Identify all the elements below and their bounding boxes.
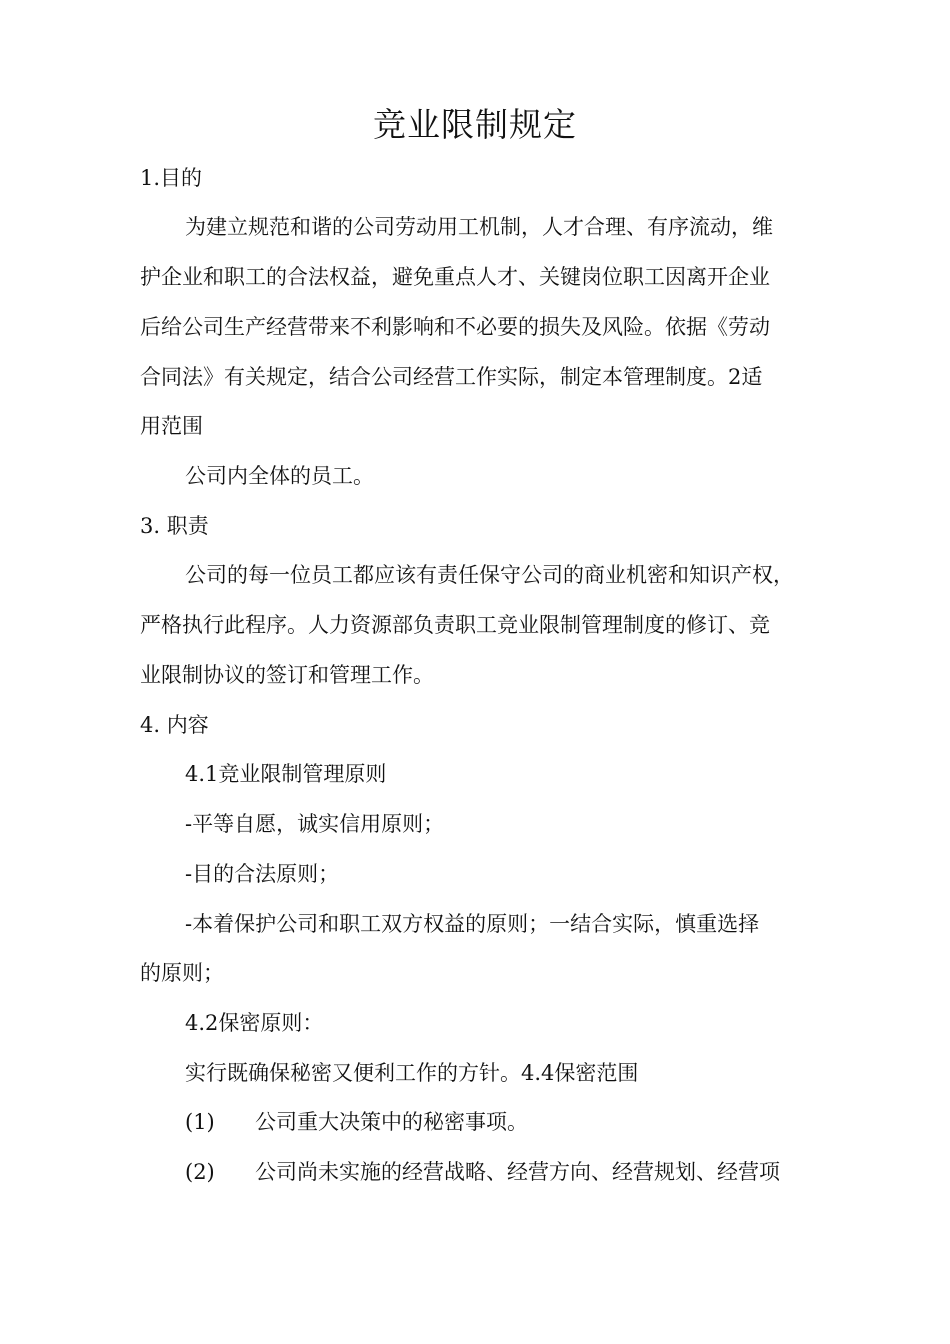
paragraph-line: 为建立规范和谐的公司劳动用工机制，人才合理、有序流动，维 xyxy=(185,215,773,239)
principle-line: -平等自愿，诚实信用原则； xyxy=(185,812,445,836)
principle-line: -目的合法原则； xyxy=(185,862,340,886)
list-item-text: 公司重大决策中的秘密事项。 xyxy=(255,1110,528,1134)
section-heading-duties: 3. 职责 xyxy=(140,514,209,538)
subsection-heading: 4.2保密原则： xyxy=(185,1011,324,1035)
paragraph-line: 合同法》有关规定，结合公司经营工作实际，制定本管理制度。2适 xyxy=(140,365,763,389)
document-title: 竞业限制规定 xyxy=(373,105,577,144)
paragraph-line: 公司内全体的员工。 xyxy=(185,464,374,488)
section-heading-content: 4. 内容 xyxy=(140,713,209,737)
paragraph-line: 护企业和职工的合法权益，避免重点人才、关键岗位职工因离开企业 xyxy=(140,265,770,289)
principle-line: 的原则； xyxy=(140,961,224,985)
paragraph-line: 公司的每一位员工都应该有责任保守公司的商业机密和知识产权， xyxy=(185,563,794,587)
list-item-text: 公司尚未实施的经营战略、经营方向、经营规划、经营项 xyxy=(255,1160,780,1184)
section-heading-purpose: 1.目的 xyxy=(140,166,203,190)
subsection-heading: 4.1竞业限制管理原则 xyxy=(185,762,387,786)
paragraph-line: 用范围 xyxy=(140,414,203,438)
paragraph-line: 后给公司生产经营带来不利影响和不必要的损失及风险。依据《劳动 xyxy=(140,315,770,339)
paragraph-line: 实行既确保秘密又便利工作的方针。4.4保密范围 xyxy=(185,1061,639,1085)
paragraph-line: 严格执行此程序。人力资源部负责职工竞业限制管理制度的修订、竞 xyxy=(140,613,770,637)
paragraph-line: 业限制协议的签订和管理工作。 xyxy=(140,663,434,687)
list-item-number: (1) xyxy=(185,1110,215,1134)
principle-line: -本着保护公司和职工双方权益的原则；一结合实际，慎重选择 xyxy=(185,912,760,936)
list-item-number: (2) xyxy=(185,1160,215,1184)
